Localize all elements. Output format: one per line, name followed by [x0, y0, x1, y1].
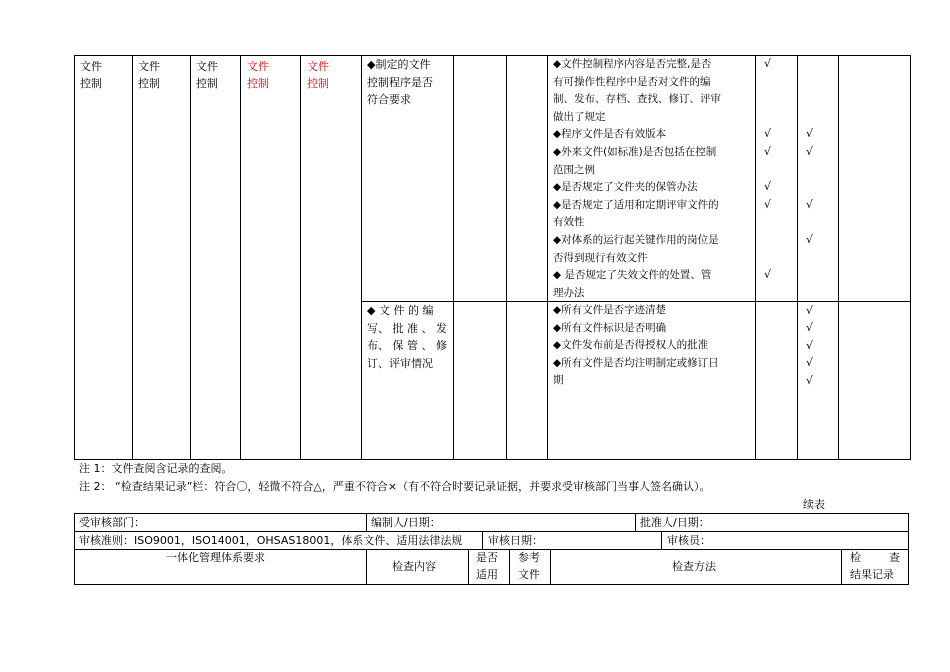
- col-line: [908, 513, 909, 585]
- note-1: 注 1：文件查阅含记录的查阅。: [79, 462, 233, 475]
- row-line: [74, 531, 909, 532]
- col-line: [635, 513, 636, 531]
- col-line: [755, 55, 756, 460]
- check-mark: √: [764, 268, 772, 281]
- method-line: 有可操作性程序中是否对文件的编: [553, 75, 711, 88]
- dept-label: 受审核部门：: [79, 516, 145, 529]
- method-line: 做出了规定: [553, 110, 606, 123]
- col-header-requirement: 一体化管理体系要求: [166, 551, 265, 564]
- check-mark: √: [806, 233, 814, 246]
- content-line: 订、评审情况: [367, 356, 433, 370]
- check-mark: √: [764, 198, 772, 211]
- check-mark: √: [764, 180, 772, 193]
- prepared-label: 编制人/日期：: [371, 516, 441, 529]
- col-header-result-1: 检 查: [850, 551, 900, 564]
- check-mark: √: [806, 304, 814, 317]
- check-mark: √: [806, 339, 814, 352]
- col-line: [550, 549, 551, 584]
- method-list-1: [553, 56, 755, 302]
- check-mark: √: [764, 127, 772, 140]
- col-line: [482, 531, 483, 549]
- method-line: ◆是否规定了适用和定期评审文件的: [553, 198, 719, 211]
- content-line: 布、 保 管 、 修: [367, 339, 447, 353]
- col-header-applicable-1: 是否: [476, 551, 498, 564]
- check-mark: √: [806, 198, 814, 211]
- method-line: ◆程序文件是否有效版本: [553, 128, 667, 141]
- table-border-top: [74, 55, 911, 56]
- cell-category-4: 文件 控制: [247, 60, 269, 90]
- method-line: ◆所有文件标识是否明确: [553, 321, 667, 334]
- audit-date-label: 审核日期：: [488, 534, 543, 547]
- content-line: ◆制定的文件: [367, 58, 431, 71]
- check-mark: √: [806, 127, 814, 140]
- table-border-bottom: [74, 459, 911, 460]
- col-line: [506, 55, 507, 460]
- col-line: [841, 549, 842, 584]
- col-line: [661, 531, 662, 549]
- content-line: ◆ 文 件 的 编: [367, 304, 434, 317]
- cell-category-2: 文件 控制: [138, 60, 160, 90]
- content-line: 写、 批 准 、 发: [367, 321, 447, 335]
- col-line: [74, 513, 75, 585]
- col-line: [509, 549, 510, 584]
- method-line: 理办法: [553, 286, 585, 299]
- col-line: [366, 549, 367, 584]
- col-line: [797, 55, 798, 460]
- check-mark: √: [806, 356, 814, 369]
- method-line: ◆文件控制程序内容是否完整,是否: [553, 58, 712, 70]
- method-line: 有效性: [553, 216, 585, 229]
- approved-label: 批准人/日期：: [640, 516, 710, 529]
- col-header-reference-2: 文件: [518, 568, 540, 581]
- col-header-applicable-2: 适用: [476, 568, 498, 581]
- method-line: ◆所有文件是否字迹清楚: [553, 304, 667, 316]
- content-item-1: [367, 56, 453, 109]
- check-mark: √: [806, 145, 814, 158]
- content-line: 控制程序是否: [367, 75, 433, 89]
- check-mark: √: [806, 321, 814, 334]
- content-line: 符合要求: [367, 93, 411, 107]
- cell-category-5: 文件 控制: [307, 60, 329, 90]
- row-line: [74, 549, 909, 550]
- col-line: [910, 55, 911, 460]
- note-2: 注 2： “检查结果记录”栏：符合〇，轻微不符合△，严重不符合×（有不符合时要记录证据，并要求受审核部门当事人签名确认）。: [79, 480, 711, 493]
- check-mark: √: [764, 145, 772, 158]
- col-header-reference-1: 参考: [518, 551, 540, 564]
- col-line: [300, 55, 301, 460]
- col-line: [547, 55, 548, 460]
- method-line: ◆外来文件(如标准)是否包括在控制: [553, 145, 717, 158]
- col-line: [366, 513, 367, 531]
- method-line: 否得到现行有效文件: [553, 251, 648, 264]
- continued-label: 续表: [803, 498, 825, 511]
- col-line: [240, 55, 241, 460]
- col-line: [468, 549, 469, 584]
- col-line: [190, 55, 191, 460]
- check-mark: √: [764, 57, 772, 70]
- col-line: [361, 55, 362, 460]
- col-header-content: 检查内容: [392, 560, 436, 573]
- cell-category-3: 文件 控制: [196, 60, 218, 90]
- col-line: [838, 55, 839, 460]
- col-header-result-2: 结果记录: [850, 568, 894, 581]
- method-line: 期: [553, 374, 564, 387]
- row-line: [74, 513, 909, 514]
- method-line: 范围之例: [553, 163, 595, 176]
- col-line: [453, 55, 454, 460]
- criteria-label: 审核准则：ISO9001，ISO14001，OHSAS18001，体系文件、适用法律法规: [79, 534, 463, 547]
- method-line: ◆ 是否规定了失效文件的处置、管: [553, 269, 712, 282]
- method-list-2: [553, 302, 755, 390]
- col-header-method: 检查方法: [672, 560, 716, 573]
- check-mark: √: [806, 374, 814, 387]
- content-item-2: [367, 302, 453, 372]
- method-line: ◆是否规定了文件夹的保管办法: [553, 181, 698, 194]
- auditor-label: 审核员：: [667, 534, 711, 547]
- method-line: ◆文件发布前是否得授权人的批准: [553, 339, 709, 352]
- col-line: [132, 55, 133, 460]
- col-line: [74, 55, 75, 460]
- row-line: [74, 584, 909, 585]
- method-line: 制、发布、存档、查找、修订、评审: [553, 93, 721, 106]
- method-line: ◆对体系的运行起关键作用的岗位是: [553, 233, 719, 246]
- method-line: ◆所有文件是否均注明制定或修订日: [553, 356, 719, 369]
- cell-category-1: 文件 控制: [80, 60, 102, 90]
